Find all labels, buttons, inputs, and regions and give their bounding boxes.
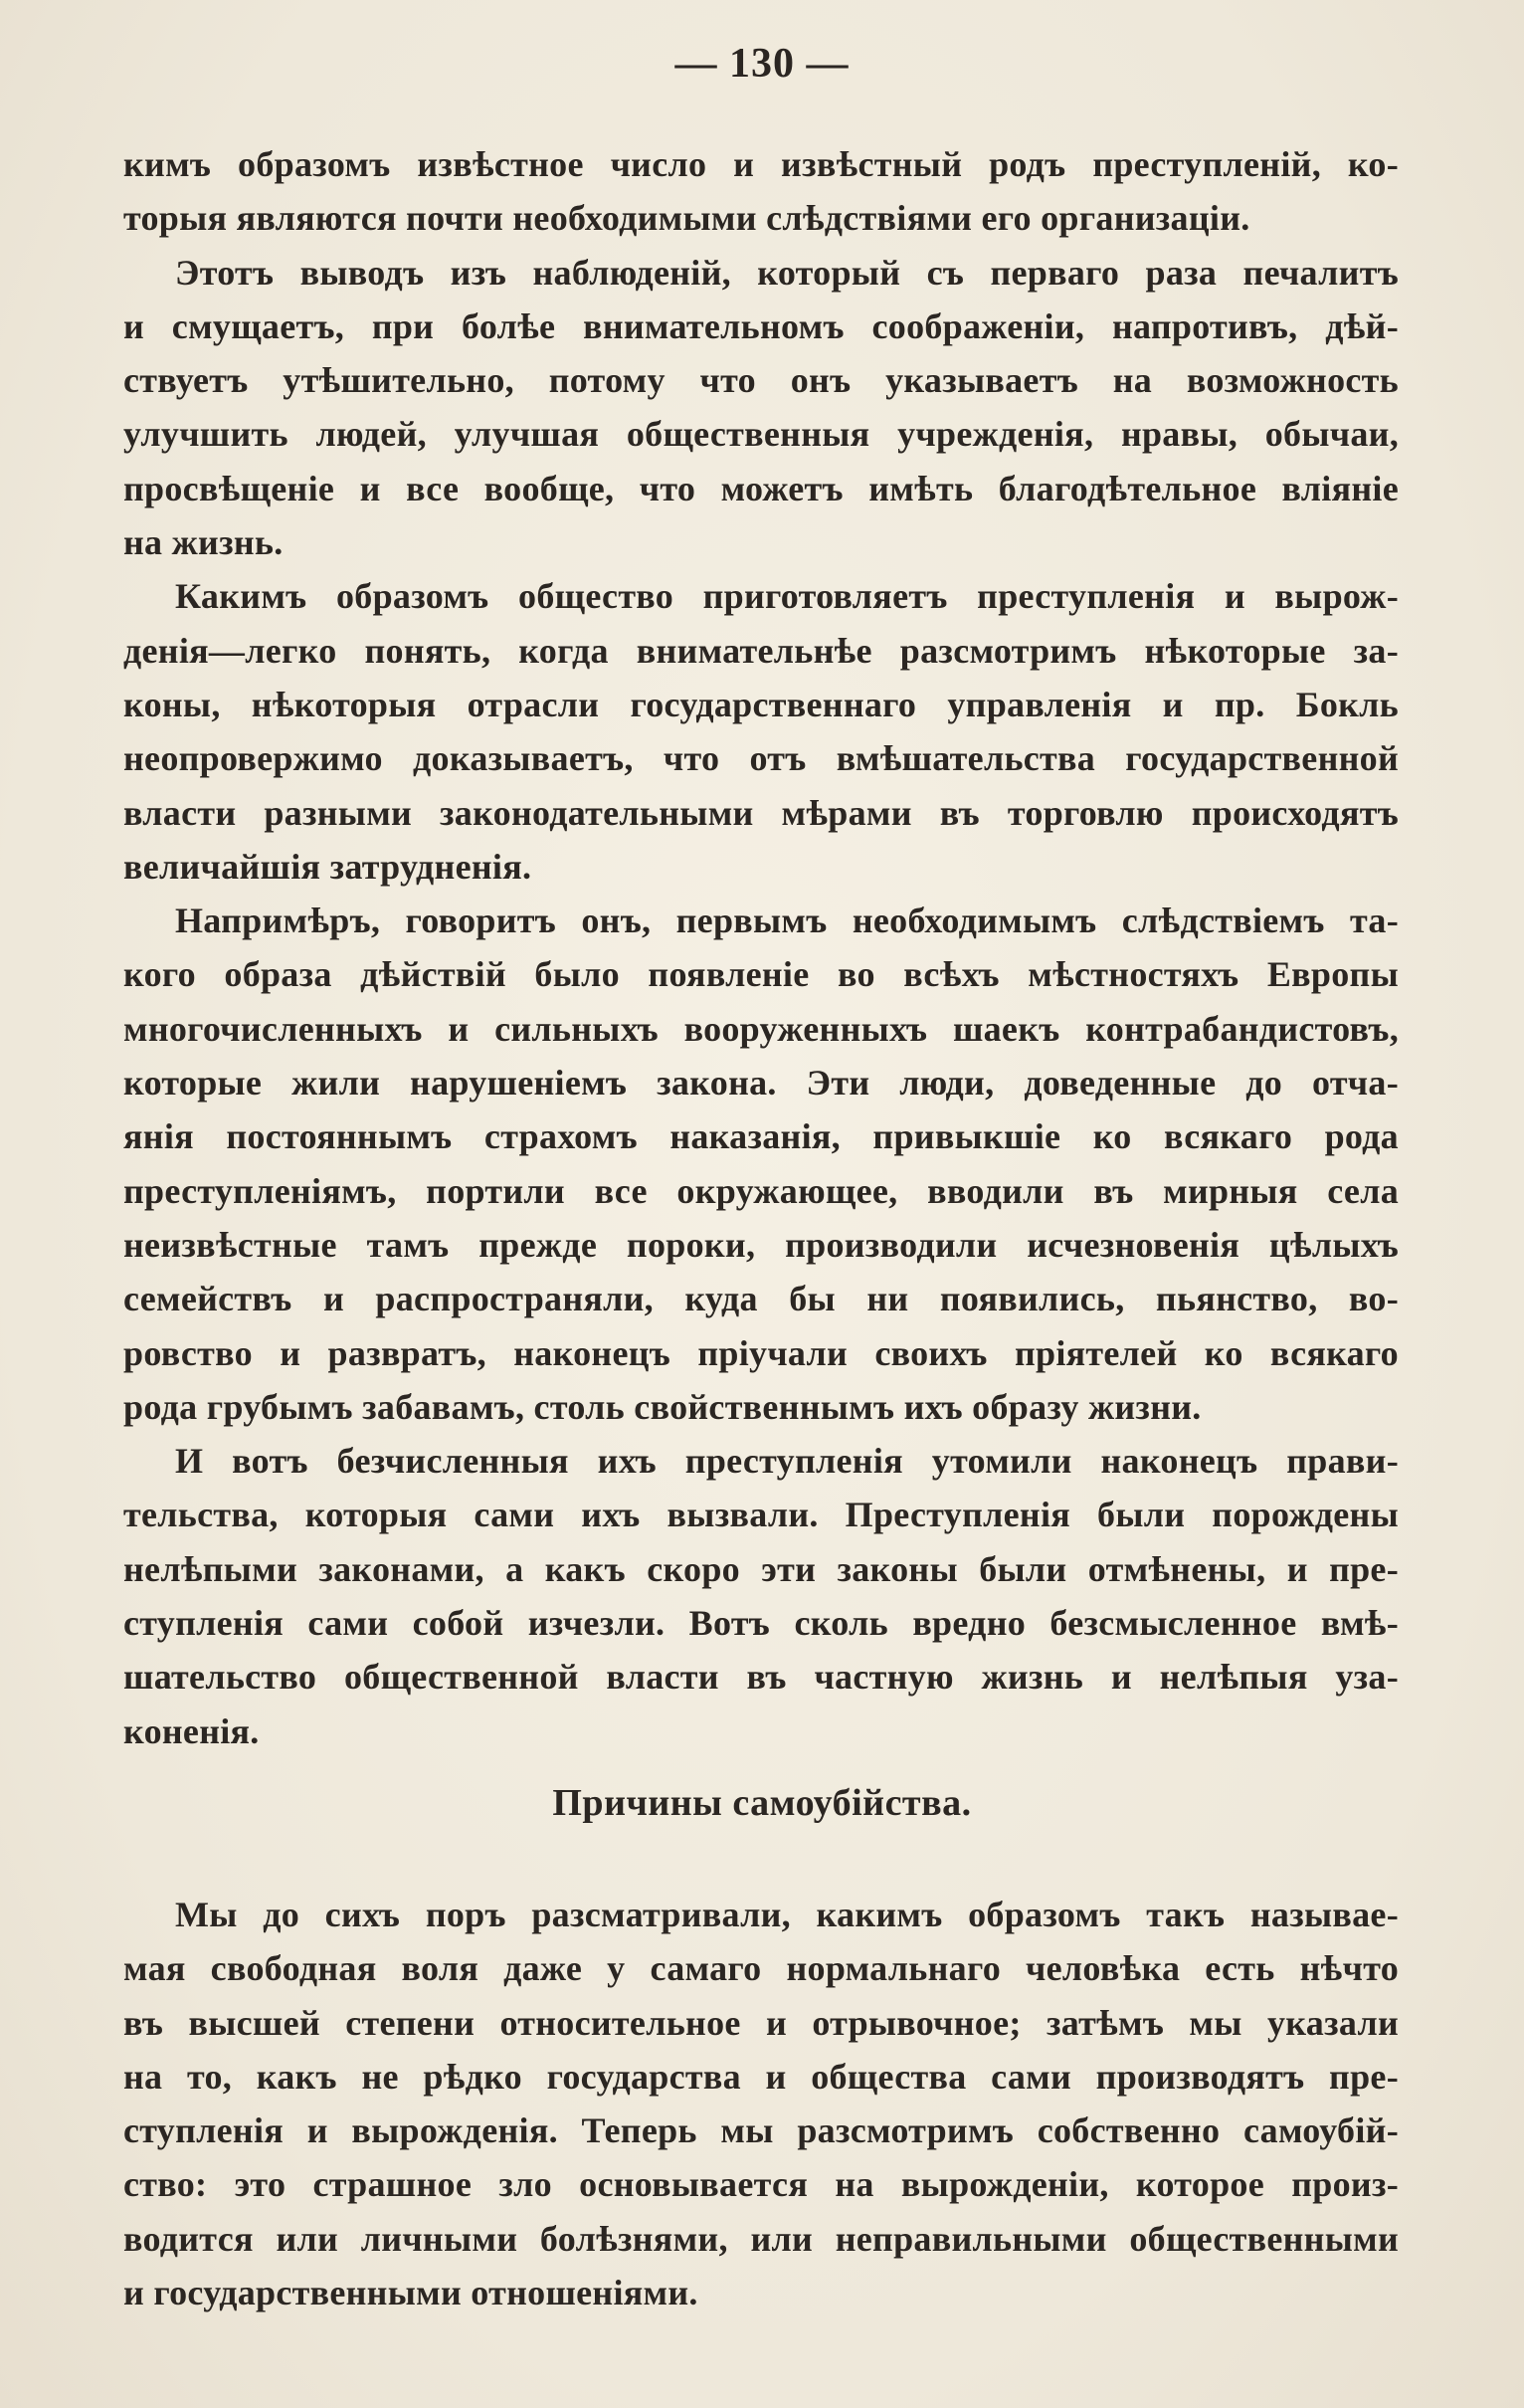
text-line: мая свободная воля даже у самаго нормальнаго человѣка есть нѣчто	[123, 1948, 1399, 1989]
text-line: ство: это страшное зло основывается на вырожденіи, которое произ-	[123, 2164, 1399, 2205]
text-line: и государственными отношеніями.	[123, 2273, 698, 2313]
text-line: которые жили нарушеніемъ закона. Эти люди, доведенные до отча-	[123, 1063, 1399, 1104]
text-line: Напримѣръ, говоритъ онъ, первымъ необходимымъ слѣдствіемъ та-	[175, 901, 1399, 941]
text-block-section	[123, 1888, 1399, 2319]
text-line: кимъ образомъ извѣстное число и извѣстный родъ преступленій, ко-	[123, 144, 1399, 184]
text-line: кого образа дѣйствій было появленіе во всѣхъ мѣстностяхъ Европы	[123, 954, 1399, 995]
text-line: улучшить людей, улучшая общественныя учрежденія, нравы, обычаи,	[123, 414, 1399, 455]
text-line: коненія.	[123, 1710, 260, 1751]
text-line: Какимъ образомъ общество приготовляетъ преступленія и вырож-	[175, 576, 1399, 617]
text-line: въ высшей степени относительное и отрывочное; затѣмъ мы указали	[123, 2002, 1399, 2043]
text-line: рода грубымъ забавамъ, столь свойственнымъ ихъ образу жизни.	[123, 1386, 1202, 1427]
text-line: Мы до сихъ поръ разсматривали, какимъ образомъ такъ называе-	[175, 1895, 1399, 1934]
text-line: шательство общественной власти въ частную жизнь и нелѣпыя уза-	[123, 1657, 1399, 1698]
text-line: И вотъ безчисленныя ихъ преступленія утомили наконецъ прави-	[175, 1441, 1399, 1482]
text-line: неопровержимо доказываетъ, что отъ вмѣшательства государственной	[123, 738, 1399, 779]
section-heading: Причины самоубійства.	[552, 1782, 972, 1824]
text-line: величайшія затрудненія.	[123, 846, 532, 887]
text-line: преступленіямъ, портили все окружающее, вводили въ мирныя села	[123, 1170, 1399, 1211]
text-line: ступленія и вырожденія. Теперь мы разсмотримъ собственно самоубій-	[123, 2110, 1399, 2151]
text-line: на то, какъ не рѣдко государства и общества сами производятъ пре-	[123, 2056, 1399, 2097]
text-line: неизвѣстные тамъ прежде пороки, производили исчезновенія цѣлыхъ	[123, 1224, 1399, 1265]
text-line: семействъ и распространяли, куда бы ни появились, пьянство, во-	[123, 1279, 1399, 1319]
text-line: Этотъ выводъ изъ наблюденій, который съ перваго раза печалитъ	[175, 252, 1399, 293]
page-number: — 130 —	[674, 41, 850, 87]
text-line: ровство и развратъ, наконецъ пріучали своихъ пріятелей ко всякаго	[123, 1332, 1399, 1373]
text-line: тельства, которыя сами ихъ вызвали. Преступленія были порождены	[123, 1495, 1399, 1535]
text-line: коны, нѣкоторыя отрасли государственнаго управленія и пр. Бокль	[123, 684, 1399, 724]
text-line: просвѣщеніе и все вообще, что можетъ имѣть благодѣтельное вліяніе	[123, 468, 1399, 508]
text-line: власти разными законодательными мѣрами въ торговлю происходятъ	[123, 792, 1399, 833]
text-line: янія постояннымъ страхомъ наказанія, привыкшіе ко всякаго рода	[123, 1116, 1399, 1157]
text-block-main	[123, 137, 1399, 1758]
text-line: водится или личными болѣзнями, или неправильными общественными	[123, 2218, 1399, 2259]
text-line: денія—легко понять, когда внимательнѣе разсмотримъ нѣкоторые за-	[123, 630, 1399, 671]
text-line: ступленія сами собой изчезли. Вотъ сколь вредно безсмысленное вмѣ-	[123, 1603, 1399, 1644]
text-line: на жизнь.	[123, 522, 284, 563]
text-line: многочисленныхъ и сильныхъ вооруженныхъ шаекъ контрабандистовъ,	[123, 1008, 1399, 1049]
text-line: и смущаетъ, при болѣе внимательномъ соображеніи, напротивъ, дѣй-	[123, 305, 1399, 346]
text-line: торыя являются почти необходимыми слѣдствіями его организаціи.	[123, 198, 1250, 239]
text-line: ствуетъ утѣшительно, потому что онъ указываетъ на возможность	[123, 360, 1399, 401]
text-line: нелѣпыми законами, а какъ скоро эти законы были отмѣнены, и пре-	[123, 1548, 1399, 1589]
